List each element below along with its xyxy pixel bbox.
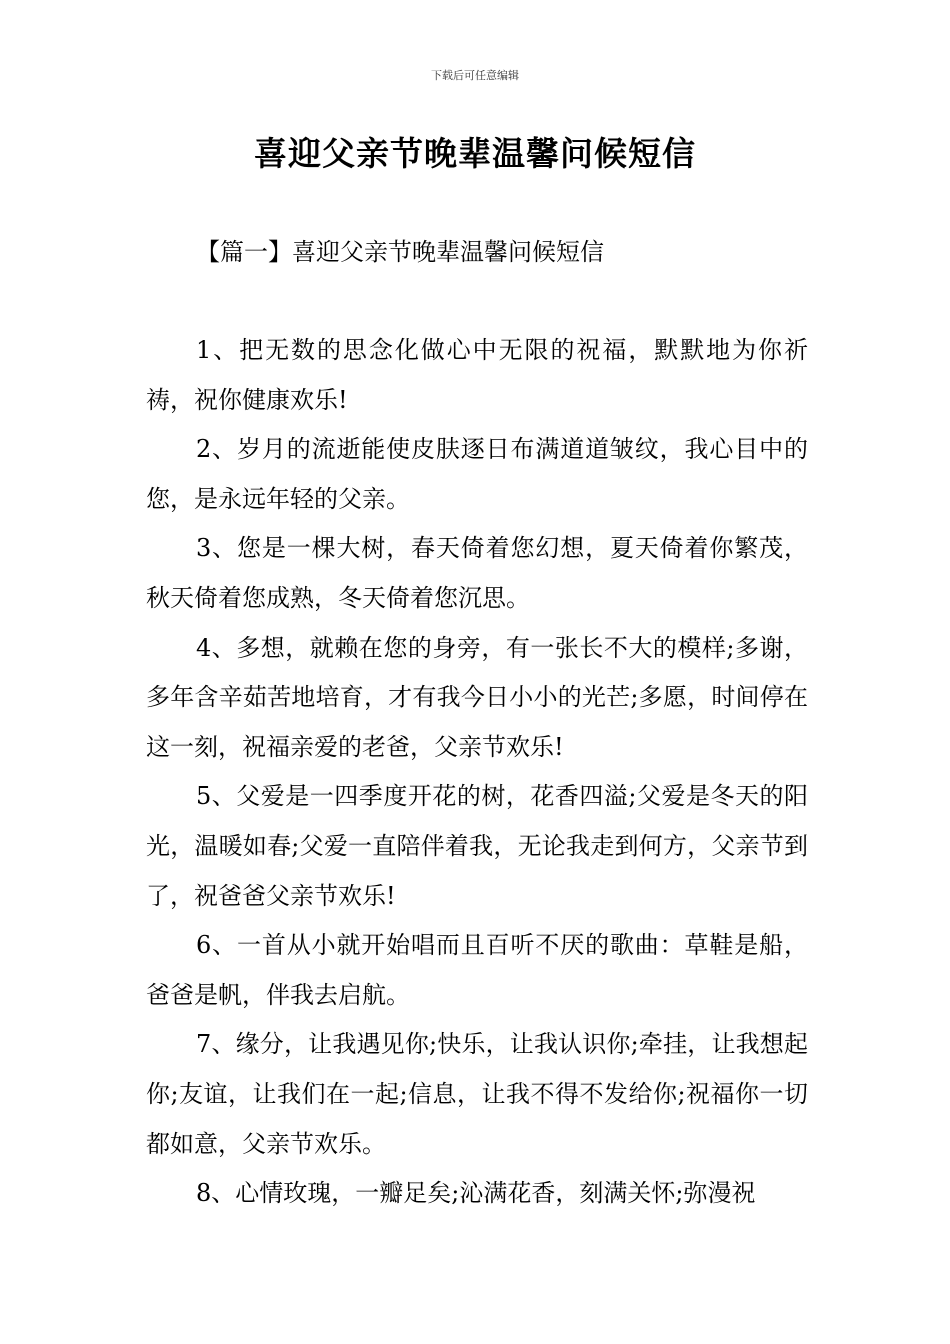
header-note: 下载后可任意编辑 <box>431 69 519 82</box>
document-body <box>146 326 808 1219</box>
paragraph-5: 5、父爱是一四季度开花的树，花香四溢;父爱是冬天的阳光，温暖如春;父爱一直陪伴着我，无论我走到何方，父亲节到了，祝爸爸父亲节欢乐! <box>146 782 808 910</box>
paragraph-8: 8、心情玫瑰，一瓣足矣;沁满花香，刻满关怀;弥漫祝 <box>196 1179 756 1208</box>
section-heading: 【篇一】喜迎父亲节晚辈温馨问候短信 <box>196 238 604 266</box>
document-title: 喜迎父亲节晚辈温馨问候短信 <box>254 134 696 173</box>
paragraph-1: 1、把无数的思念化做心中无限的祝福，默默地为你祈祷，祝你健康欢乐! <box>146 336 808 414</box>
paragraph-7: 7、缘分，让我遇见你;快乐，让我认识你;牵挂，让我想起你;友谊，让我们在一起;信息，让我不得不发给你;祝福你一切都如意，父亲节欢乐。 <box>146 1030 808 1158</box>
paragraph-2: 2、岁月的流逝能使皮肤逐日布满道道皱纹，我心目中的您，是永远年轻的父亲。 <box>146 435 808 513</box>
paragraph-3: 3、您是一棵大树，春天倚着您幻想，夏天倚着你繁茂，秋天倚着您成熟，冬天倚着您沉思。 <box>146 534 808 612</box>
paragraph-4: 4、多想，就赖在您的身旁，有一张长不大的模样;多谢，多年含辛茹苦地培育，才有我今日小小的光芒;多愿，时间停在这一刻，祝福亲爱的老爸，父亲节欢乐! <box>146 633 808 761</box>
paragraph-6: 6、一首从小就开始唱而且百听不厌的歌曲：草鞋是船，爸爸是帆，伴我去启航。 <box>146 931 808 1009</box>
